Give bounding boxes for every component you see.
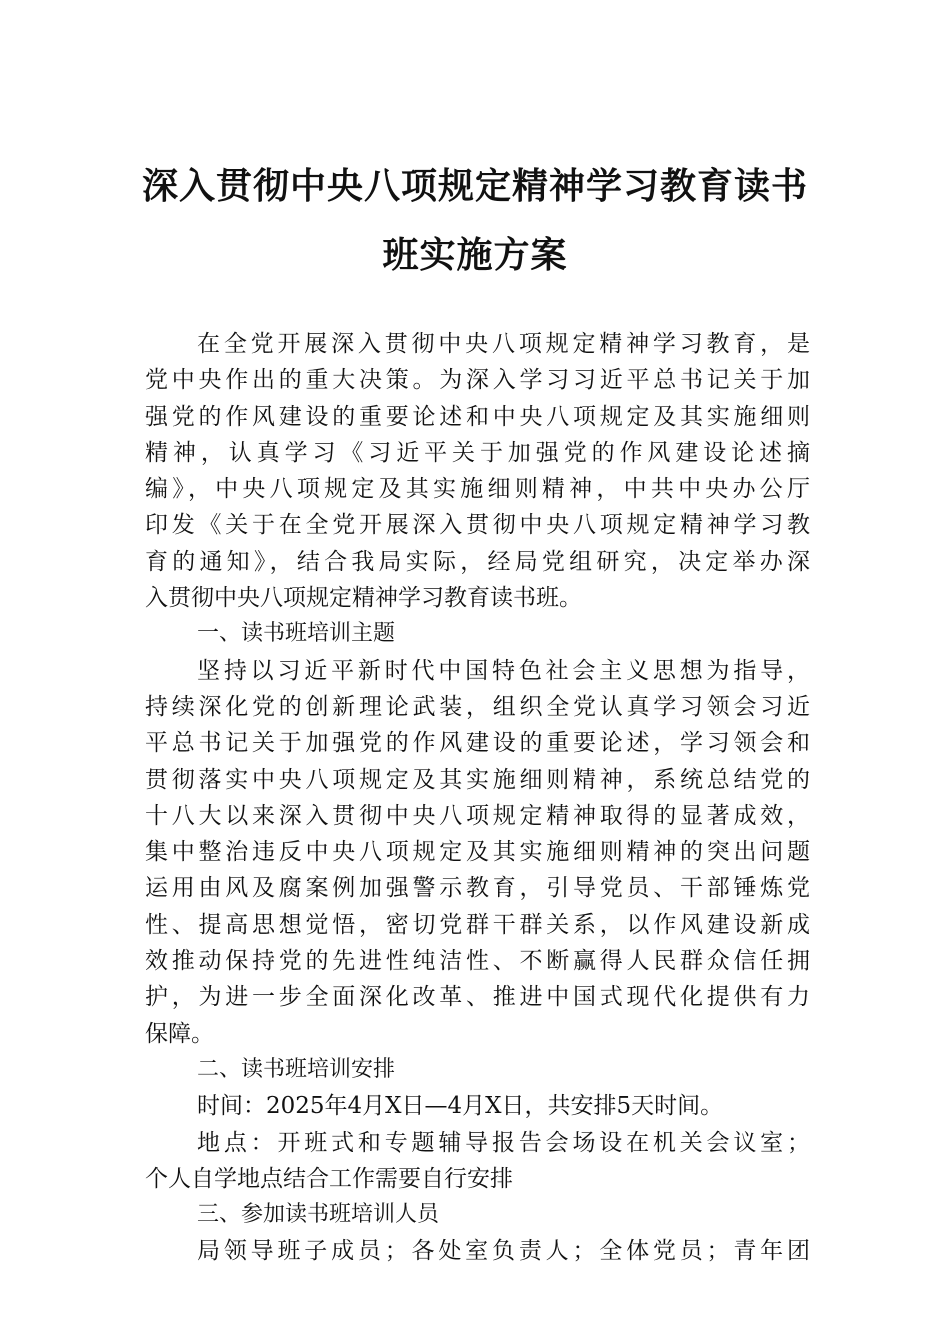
arrangement-place-line: 个人自学地点结合工作需要自行安排 — [145, 1165, 513, 1192]
arrangement-place-line: 地点：开班式和专题辅导报告会场设在机关会议室； — [197, 1129, 810, 1156]
theme-paragraph-line: 持续深化党的创新理论武装，组织全党认真学习领会习近 — [145, 693, 810, 720]
document-title-line-2: 班实施方案 — [382, 234, 568, 276]
arrangement-time-line: 时间：2025年4月X日—4月X日，共安排5天时间。 — [197, 1093, 724, 1120]
intro-paragraph-line: 印发《关于在全党开展深入贯彻中央八项规定精神学习教 — [145, 512, 810, 539]
participants-paragraph-line: 局领导班子成员；各处室负责人；全体党员；青年团 — [197, 1238, 810, 1265]
theme-paragraph-line: 平总书记关于加强党的作风建设的重要论述，学习领会和 — [145, 730, 810, 757]
intro-paragraph-line: 精神，认真学习《习近平关于加强党的作风建设论述摘 — [145, 439, 810, 466]
section-heading-participants: 三、参加读书班培训人员 — [197, 1202, 440, 1228]
intro-paragraph-line: 党中央作出的重大决策。为深入学习习近平总书记关于加 — [145, 367, 810, 394]
document-title-line-1: 深入贯彻中央八项规定精神学习教育读书 — [141, 165, 808, 207]
theme-paragraph-line: 性、提高思想觉悟，密切党群干群关系，以作风建设新成 — [145, 911, 810, 938]
intro-paragraph-line: 强党的作风建设的重要论述和中央八项规定及其实施细则 — [145, 403, 810, 430]
theme-paragraph-line: 运用由风及腐案例加强警示教育，引导党员、干部锤炼党 — [145, 875, 810, 902]
theme-paragraph-line: 十八大以来深入贯彻中央八项规定精神取得的显著成效， — [145, 802, 810, 829]
intro-paragraph-line: 在全党开展深入贯彻中央八项规定精神学习教育，是 — [197, 331, 810, 357]
theme-paragraph-line: 集中整治违反中央八项规定及其实施细则精神的突出问题 — [145, 839, 810, 866]
section-heading-arrangement: 二、读书班培训安排 — [197, 1056, 396, 1082]
theme-paragraph-line: 坚持以习近平新时代中国特色社会主义思想为指导， — [197, 657, 810, 684]
section-heading-theme: 一、读书班培训主题 — [197, 621, 396, 647]
theme-paragraph-line: 效推动保持党的先进性纯洁性、不断赢得人民群众信任拥 — [145, 948, 810, 975]
intro-paragraph-line: 育的通知》，结合我局实际，经局党组研究，决定举办深 — [145, 548, 810, 575]
theme-paragraph-line: 护，为进一步全面深化改革、推进中国式现代化提供有力 — [145, 984, 810, 1011]
intro-paragraph-line: 入贯彻中央八项规定精神学习教育读书班。 — [145, 585, 582, 612]
intro-paragraph-line: 编》，中央八项规定及其实施细则精神，中共中央办公厅 — [145, 476, 810, 503]
theme-paragraph-line: 贯彻落实中央八项规定及其实施细则精神，系统总结党的 — [145, 766, 810, 793]
theme-paragraph-line: 保障。 — [145, 1020, 214, 1047]
document-body — [145, 326, 810, 1270]
